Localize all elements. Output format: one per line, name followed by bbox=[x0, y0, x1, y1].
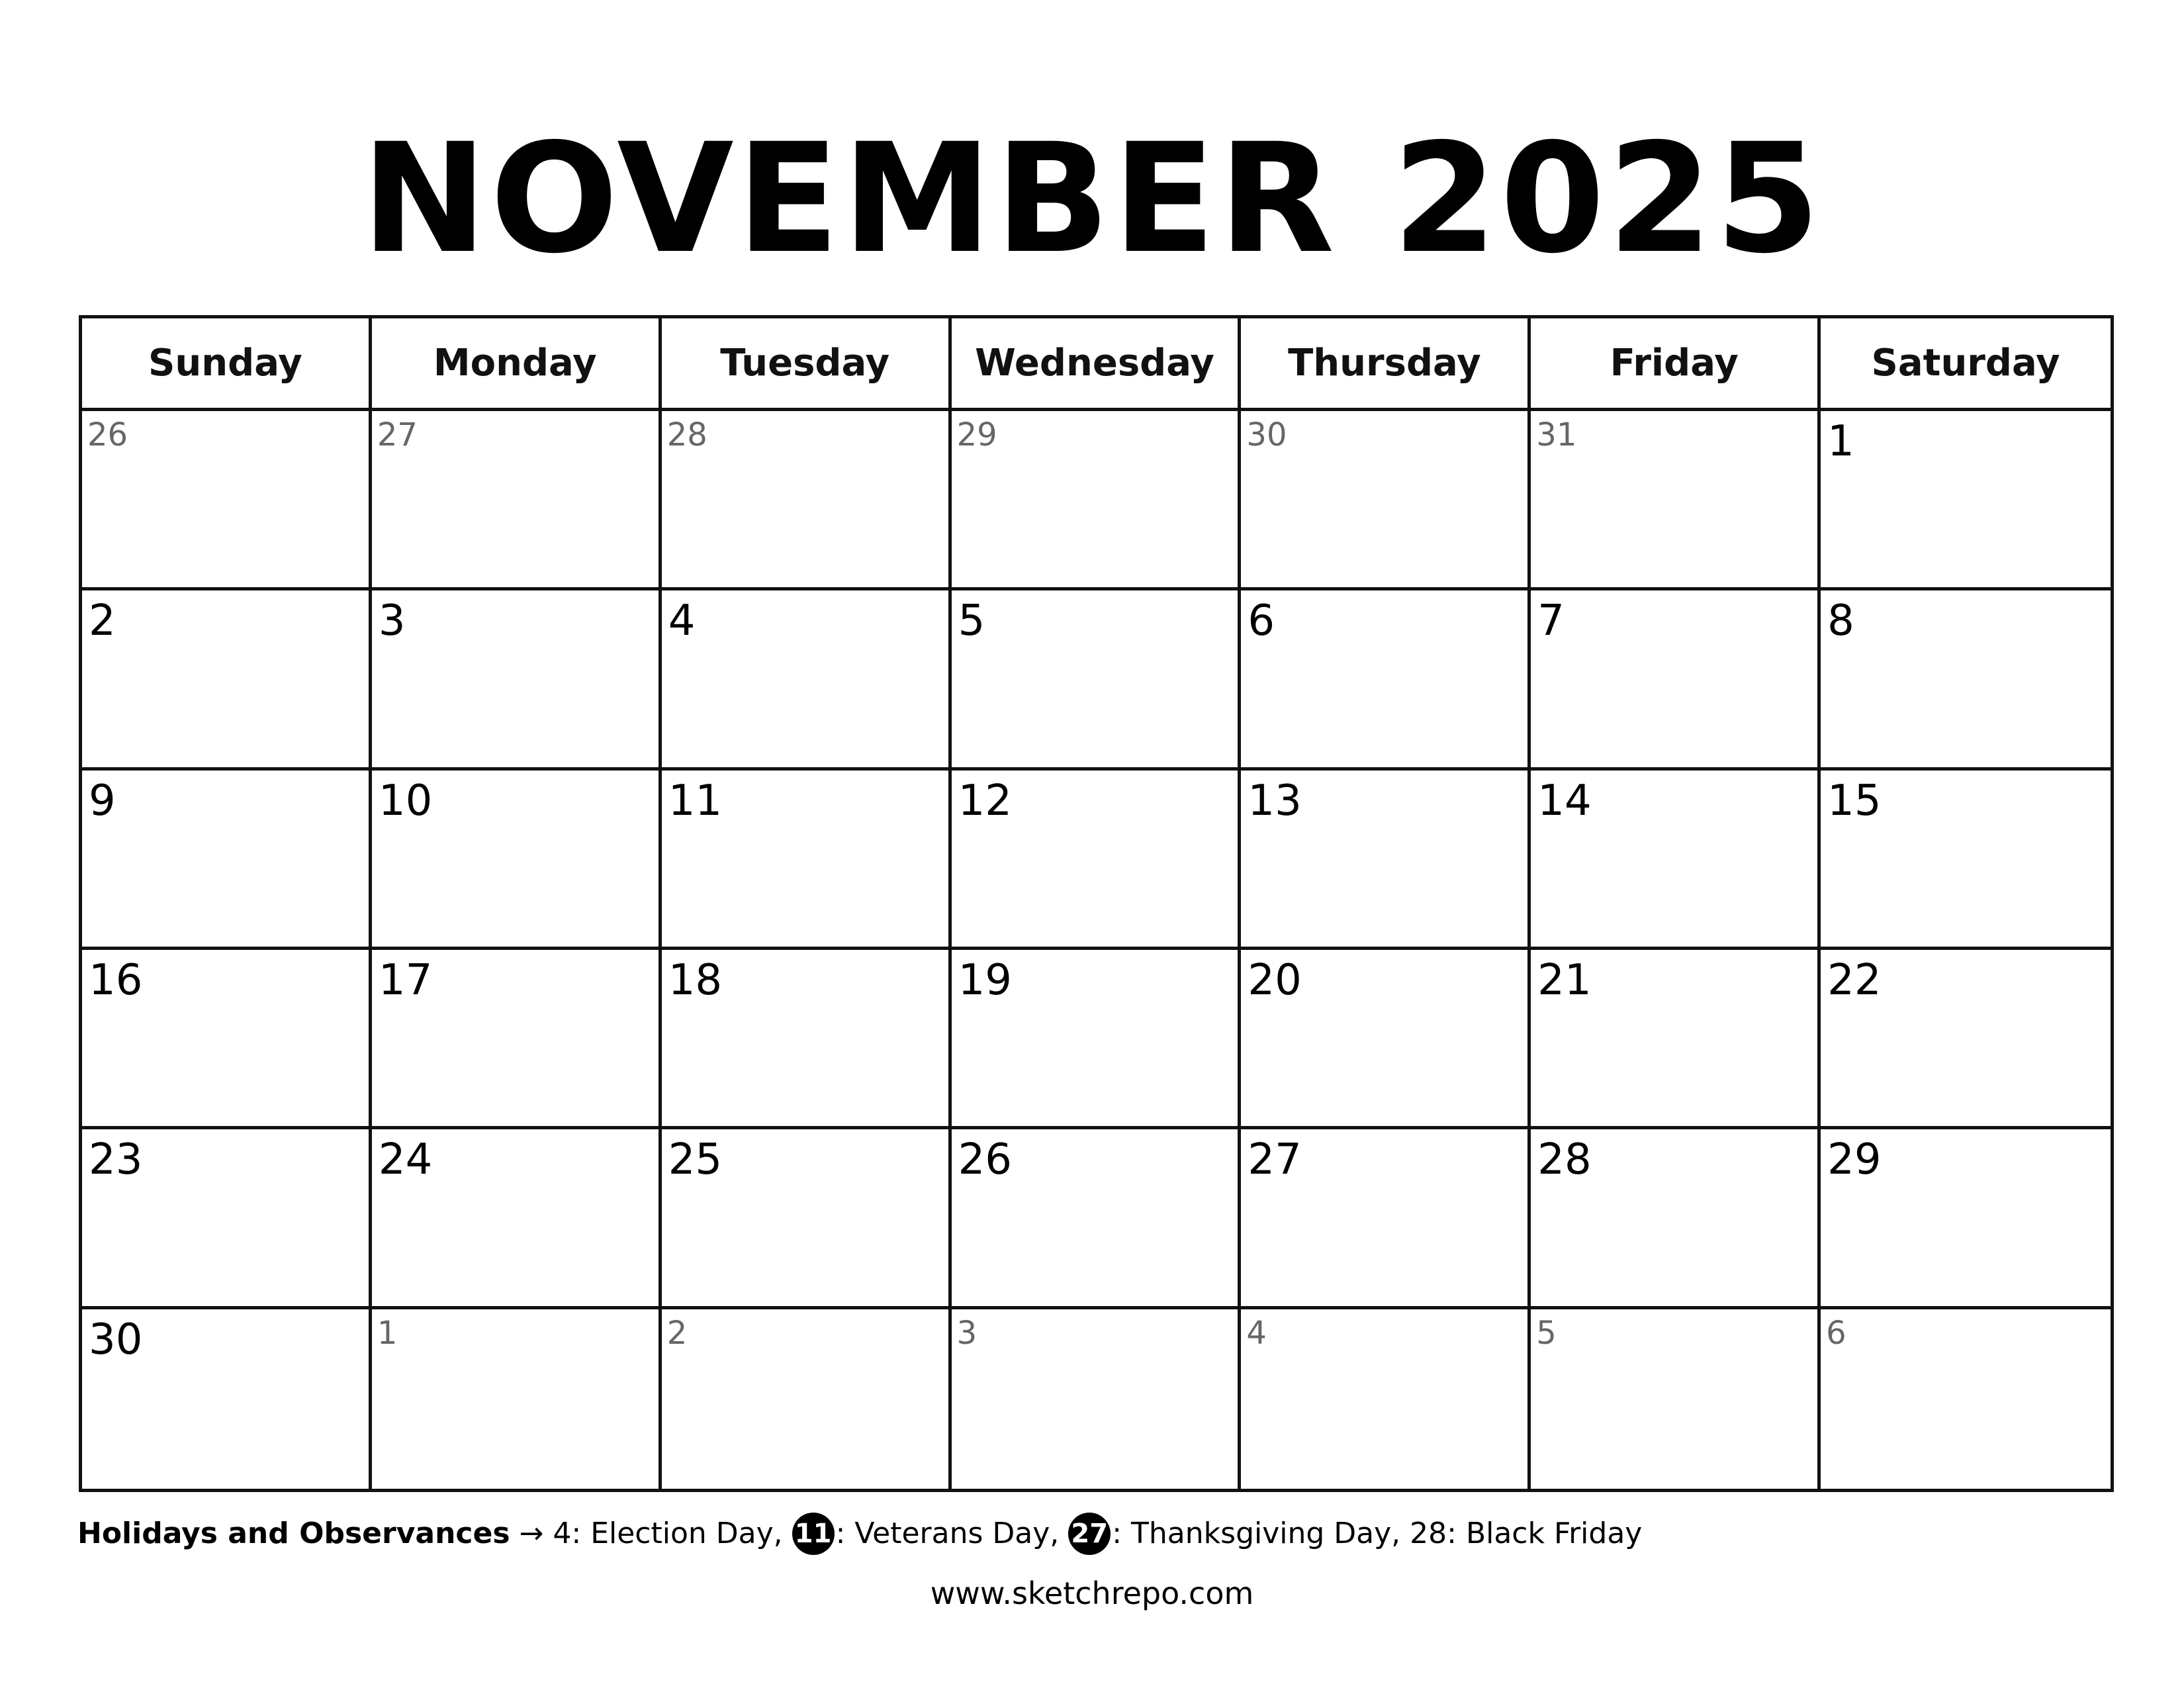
day-number-prev-month: 27 bbox=[377, 416, 418, 453]
day-cell bbox=[82, 590, 372, 770]
day-number-prev-month: 26 bbox=[87, 416, 128, 453]
day-cell bbox=[1241, 411, 1531, 590]
day-cell bbox=[952, 411, 1242, 590]
weekday-header-wednesday: Wednesday bbox=[952, 318, 1242, 411]
day-cell bbox=[1531, 590, 1821, 770]
day-cell bbox=[662, 590, 952, 770]
day-cell bbox=[372, 590, 662, 770]
day-number: 20 bbox=[1248, 956, 1302, 1005]
day-cell bbox=[372, 1309, 662, 1489]
day-number-next-month: 6 bbox=[1826, 1314, 1846, 1352]
day-cell bbox=[1821, 590, 2111, 770]
weekday-header-tuesday: Tuesday bbox=[662, 318, 952, 411]
day-cell bbox=[662, 1129, 952, 1309]
day-cell bbox=[1821, 1309, 2111, 1489]
day-number: 24 bbox=[378, 1135, 433, 1185]
day-cell bbox=[952, 950, 1242, 1129]
day-number-prev-month: 30 bbox=[1246, 416, 1287, 453]
holiday-veterans-day: : Veterans Day, bbox=[835, 1517, 1060, 1550]
day-cell bbox=[1821, 411, 2111, 590]
day-number: 9 bbox=[89, 776, 116, 825]
day-number: 21 bbox=[1537, 956, 1592, 1005]
day-number: 28 bbox=[1537, 1135, 1592, 1185]
day-number: 17 bbox=[378, 956, 433, 1005]
weekday-header-friday: Friday bbox=[1531, 318, 1821, 411]
day-number: 1 bbox=[1827, 417, 1854, 466]
day-cell bbox=[82, 950, 372, 1129]
day-cell bbox=[372, 1129, 662, 1309]
day-cell bbox=[82, 1129, 372, 1309]
day-cell bbox=[1241, 771, 1531, 950]
day-cell bbox=[952, 1309, 1242, 1489]
day-cell bbox=[82, 411, 372, 590]
arrow-right-icon: → bbox=[519, 1517, 544, 1550]
holiday-badge-veterans-day: 11 bbox=[792, 1513, 835, 1555]
day-number: 14 bbox=[1537, 776, 1592, 825]
holidays-heading: Holidays and Observances bbox=[77, 1517, 510, 1550]
day-cell bbox=[662, 950, 952, 1129]
day-number-next-month: 3 bbox=[956, 1314, 978, 1352]
day-number: 29 bbox=[1827, 1135, 1882, 1185]
weekday-header-thursday: Thursday bbox=[1241, 318, 1531, 411]
day-number: 15 bbox=[1827, 776, 1882, 825]
day-number: 23 bbox=[89, 1135, 143, 1185]
day-cell bbox=[662, 771, 952, 950]
day-number: 10 bbox=[378, 776, 433, 825]
day-number: 25 bbox=[668, 1135, 723, 1185]
day-cell bbox=[1241, 1129, 1531, 1309]
day-cell bbox=[662, 1309, 952, 1489]
weekday-header-monday: Monday bbox=[372, 318, 662, 411]
weekday-header-sunday: Sunday bbox=[82, 318, 372, 411]
day-cell bbox=[662, 411, 952, 590]
day-number-next-month: 2 bbox=[666, 1314, 688, 1352]
day-cell bbox=[952, 771, 1242, 950]
day-number-next-month: 4 bbox=[1246, 1314, 1267, 1352]
day-number: 5 bbox=[958, 596, 985, 646]
day-cell bbox=[952, 1129, 1242, 1309]
day-number: 11 bbox=[668, 776, 723, 825]
day-number: 16 bbox=[89, 956, 143, 1005]
weekday-header-saturday: Saturday bbox=[1821, 318, 2111, 411]
day-number: 22 bbox=[1827, 956, 1882, 1005]
day-cell bbox=[372, 771, 662, 950]
day-cell bbox=[1821, 950, 2111, 1129]
day-cell bbox=[1241, 590, 1531, 770]
day-number: 26 bbox=[958, 1135, 1012, 1185]
day-number-prev-month: 29 bbox=[956, 416, 997, 453]
day-cell bbox=[372, 411, 662, 590]
day-number: 6 bbox=[1248, 596, 1275, 646]
day-cell bbox=[1241, 1309, 1531, 1489]
day-number-prev-month: 31 bbox=[1536, 416, 1577, 453]
day-number: 4 bbox=[668, 596, 696, 646]
calendar-grid bbox=[79, 315, 2114, 1492]
day-cell bbox=[372, 950, 662, 1129]
footer-website: www.sketchrepo.com bbox=[930, 1575, 1254, 1611]
day-cell bbox=[1531, 1129, 1821, 1309]
day-number-next-month: 1 bbox=[377, 1314, 398, 1352]
day-cell bbox=[1531, 950, 1821, 1129]
day-cell bbox=[82, 771, 372, 950]
holiday-election-day: 4: Election Day, bbox=[553, 1517, 783, 1550]
day-number: 12 bbox=[958, 776, 1012, 825]
day-number: 19 bbox=[958, 956, 1012, 1005]
holidays-line bbox=[77, 1511, 1642, 1557]
day-number: 27 bbox=[1248, 1135, 1302, 1185]
day-cell bbox=[952, 590, 1242, 770]
day-number-next-month: 5 bbox=[1536, 1314, 1557, 1352]
day-cell bbox=[1241, 950, 1531, 1129]
day-cell bbox=[1531, 411, 1821, 590]
day-cell bbox=[1531, 1309, 1821, 1489]
holiday-thanksgiving-black-friday: : Thanksgiving Day, 28: Black Friday bbox=[1112, 1517, 1643, 1550]
calendar-title: NOVEMBER 2025 bbox=[361, 111, 1823, 287]
day-cell bbox=[1821, 771, 2111, 950]
day-cell bbox=[82, 1309, 372, 1489]
day-number: 13 bbox=[1248, 776, 1302, 825]
day-number: 3 bbox=[378, 596, 406, 646]
day-number: 2 bbox=[89, 596, 116, 646]
day-number: 18 bbox=[668, 956, 723, 1005]
day-number-prev-month: 28 bbox=[666, 416, 707, 453]
day-cell bbox=[1821, 1129, 2111, 1309]
day-number: 7 bbox=[1537, 596, 1565, 646]
day-number: 8 bbox=[1827, 596, 1854, 646]
day-cell bbox=[1531, 771, 1821, 950]
holiday-badge-thanksgiving-day: 27 bbox=[1068, 1513, 1111, 1555]
day-number: 30 bbox=[89, 1315, 143, 1364]
